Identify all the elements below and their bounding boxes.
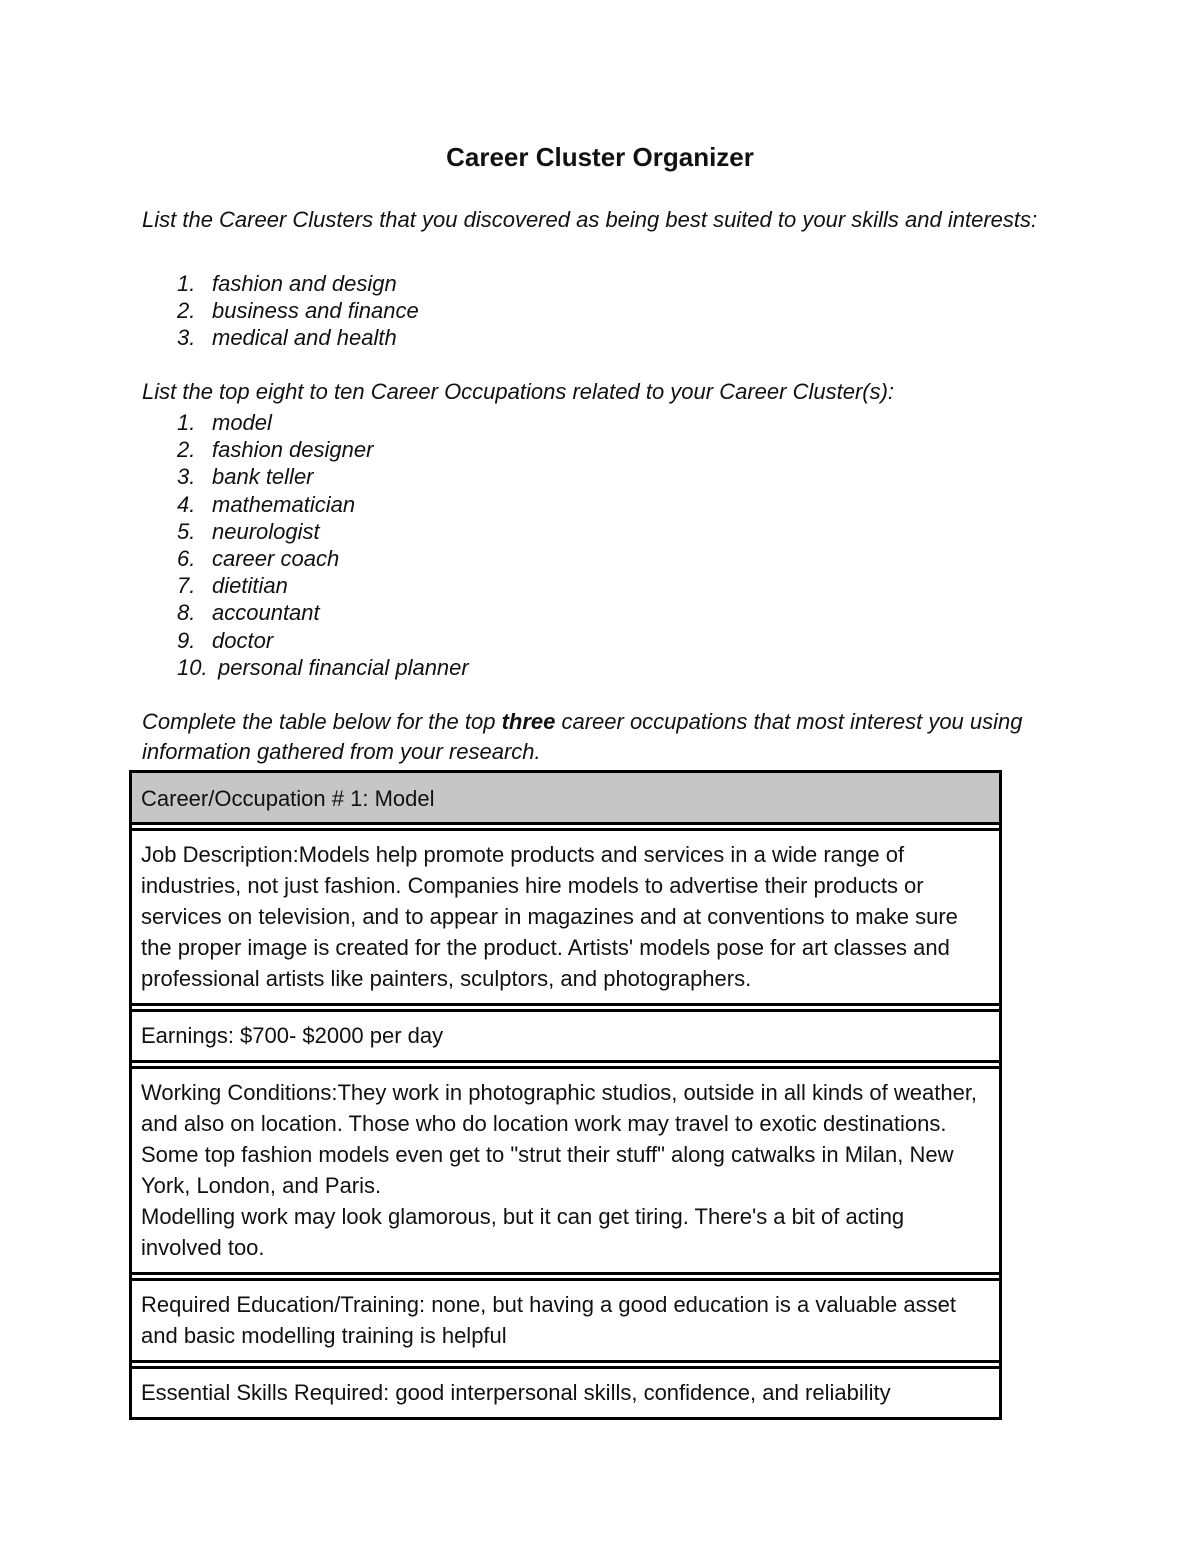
- list-text: doctor: [212, 627, 274, 653]
- table-prompt: [142, 707, 1042, 767]
- list-text: business and finance: [212, 298, 419, 324]
- working-conditions-cell: [132, 1066, 999, 1275]
- list-text: accountant: [212, 600, 320, 626]
- working-conditions-paragraph: Modelling work may look glamorous, but it can get tiring. There's a bit of acting involved too.: [141, 1204, 905, 1260]
- page-title: Career Cluster Organizer: [446, 142, 754, 172]
- list-text: mathematician: [212, 491, 356, 517]
- list-text: dietitian: [212, 573, 288, 599]
- occupations-list: [142, 409, 469, 681]
- list-text: career coach: [212, 545, 340, 571]
- career-table: [129, 770, 1002, 1420]
- list-text: personal financial planner: [218, 654, 469, 680]
- list-number: 10.: [177, 654, 208, 680]
- list-item: [142, 572, 469, 599]
- job-description-cell: Job Description:Models help promote products and services in a wide range of industries, not just fashion. Companies hire models to advertise their products or services on television, and to appear in magazines and at conventions to make sure the proper image is created for the product. Artists' models pose for art classes and professional artists like painters, sculptors, and photographers.: [132, 828, 999, 1006]
- table-prompt-before: Complete the table below for the top: [142, 709, 502, 734]
- list-number: 6.: [177, 545, 196, 571]
- list-item: [142, 270, 419, 297]
- list-item: [142, 491, 469, 518]
- list-number: 9.: [177, 627, 196, 653]
- list-item: [142, 654, 469, 681]
- list-item: [142, 297, 419, 324]
- list-number: 1.: [177, 271, 196, 296]
- table-prompt-emphasis: three: [501, 709, 556, 734]
- list-number: 5.: [177, 518, 196, 544]
- skills-cell: Essential Skills Required: good interpersonal skills, confidence, and reliability: [132, 1366, 999, 1420]
- education-cell: Required Education/Training: none, but having a good education is a valuable asset and basic modelling training is helpful: [132, 1278, 999, 1363]
- list-text: bank teller: [212, 464, 314, 490]
- list-item: [142, 463, 469, 490]
- working-conditions-paragraph: Working Conditions:They work in photographic studios, outside in all kinds of weather, and also on location. Those who do location work may travel to exotic destinations. Some top fashion models even get to "strut their stuff" along catwalks in Milan, New York, London, and Paris.: [141, 1080, 978, 1198]
- list-number: 3.: [177, 464, 196, 490]
- list-item: [142, 627, 469, 654]
- career-table-header: Career/Occupation # 1: Model: [132, 773, 999, 825]
- list-item: [142, 545, 469, 572]
- list-number: 3.: [177, 325, 196, 351]
- list-text: medical and health: [212, 325, 397, 351]
- list-number: 2.: [177, 437, 196, 463]
- table-prompt-after: career occupations that most interest you using information gathered from your research.: [142, 709, 1023, 764]
- list-item: [142, 324, 419, 351]
- earnings-cell: Earnings: $700- $2000 per day: [132, 1009, 999, 1063]
- clusters-prompt: List the Career Clusters that you discovered as being best suited to your skills and interests:: [142, 207, 1038, 232]
- list-text: fashion designer: [212, 437, 374, 463]
- list-number: 8.: [177, 600, 196, 626]
- list-number: 1.: [177, 410, 196, 435]
- occupations-prompt: List the top eight to ten Career Occupations related to your Career Cluster(s):: [142, 379, 895, 404]
- list-item: [142, 599, 469, 626]
- list-text: model: [212, 410, 272, 435]
- list-text: neurologist: [212, 518, 320, 544]
- list-number: 2.: [177, 298, 196, 324]
- clusters-list: [142, 270, 419, 352]
- list-text: fashion and design: [212, 271, 397, 296]
- list-item: [142, 436, 469, 463]
- list-item: [142, 409, 469, 436]
- list-item: [142, 518, 469, 545]
- list-number: 7.: [177, 573, 196, 599]
- list-number: 4.: [177, 491, 196, 517]
